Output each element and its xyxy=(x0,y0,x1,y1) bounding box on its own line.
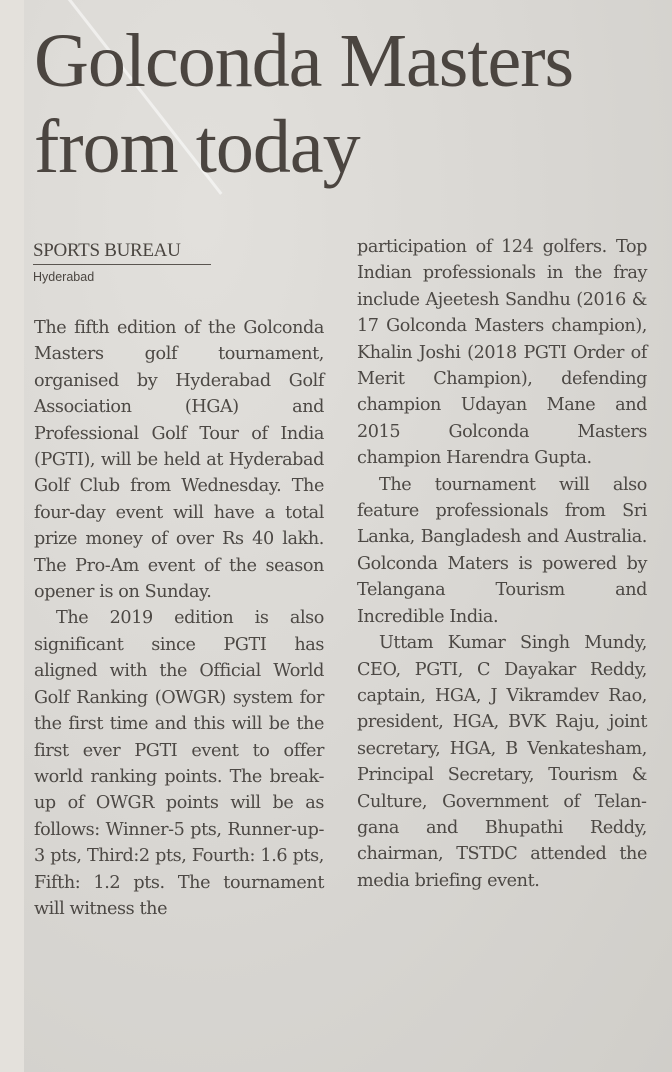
paragraph: The fifth edition of the Golconda Masters golf tournament, organised by Hyderabad Golf Association (HGA) and Professional Golf Tour of India (PGTI), will be held at Hyderabad Golf Club from Wednesday. The four-day event will have a total prize money of over Rs 40 lakh. The Pro-Am event of the season opener is on Sunday. xyxy=(34,318,324,603)
article-column-2 xyxy=(357,234,647,894)
article-column-1 xyxy=(34,315,324,922)
paragraph: participation of 124 golfers. Top Indian professionals in the fray include Ajeetesh Sandhu (2016 & 17 Golconda Masters champion), Khalin Joshi (2018 PGTI Order of Merit Champion), defending champion Udayan Mane and 2015 Golconda Masters champion Harendra Gupta. xyxy=(357,237,647,469)
byline: SPORTS BUREAU xyxy=(33,240,211,265)
paragraph: Uttam Kumar Singh Mundy, CEO, PGTI, C Dayakar Reddy, captain, HGA, J Vikramdev Rao, president, HGA, BVK Raju, joint secretary, HGA, B Venkatesham, Principal Secretary, Tourism & Culture, Government of Telangana and Bhupathi Reddy, chairman, TSTDC attended the media briefing event. xyxy=(357,633,647,891)
dateline: Hyderabad xyxy=(33,270,95,284)
paragraph: The tournament will also feature professionals from Sri Lanka, Bangladesh and Australia. Golconda Maters is powered by Telangana Tourism and Incredible India. xyxy=(357,474,647,627)
headline: Golconda Masters from today xyxy=(34,19,574,189)
page-edge xyxy=(0,0,24,1072)
paragraph: The 2019 edition is also significant since PGTI has aligned with the Official World Golf Ranking (OWGR) system for the first time and this will be the first ever PGTI event to offer world ranking points. The break-up of OWGR points will be as follows: Winner-5 pts, Runner-up-3 pts, Third:2 pts, Fourth: 1.6 pts, Fifth: 1.2 pts. The tournament will witness the xyxy=(34,608,324,919)
